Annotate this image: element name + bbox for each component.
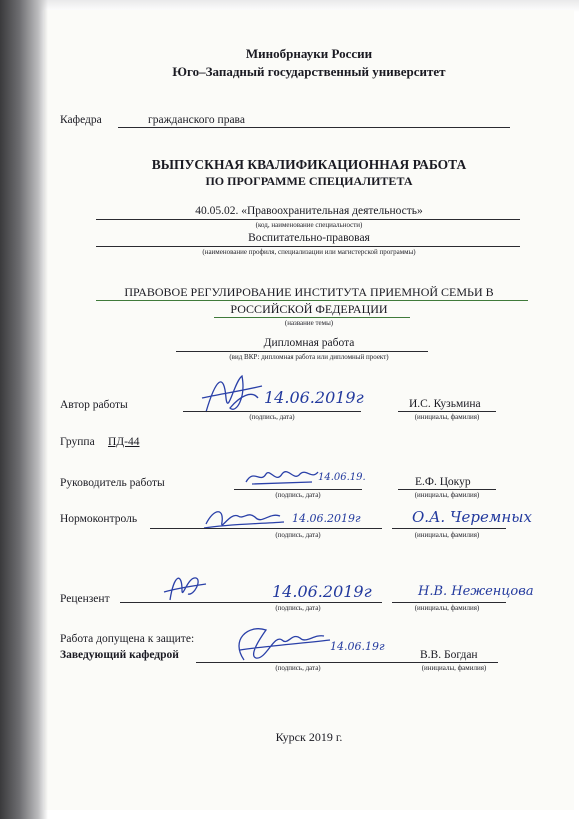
head-name: В.В. Богдан <box>420 649 478 661</box>
normcontrol-name-caption: (инициалы, фамилия) <box>414 531 480 539</box>
author-name-line <box>398 411 496 412</box>
author-name-caption: (инициалы, фамилия) <box>414 413 480 421</box>
head-sign-line <box>196 662 406 663</box>
supervisor-sign-caption: (подпись, дата) <box>275 491 321 499</box>
head-name-line <box>406 662 498 663</box>
university-name: Юго–Западный государственный университет <box>172 64 446 79</box>
normcontrol-name-line <box>392 528 506 529</box>
specialty-value: 40.05.02. «Правоохранительная деятельность» <box>195 205 423 217</box>
reviewer-name: Н.В. Неженцова <box>418 584 534 599</box>
supervisor-date: 14.06.19. <box>318 472 366 483</box>
author-sign-line <box>183 411 361 412</box>
author-name: И.С. Кузьмина <box>409 398 481 410</box>
department-label: Кафедра <box>60 114 102 126</box>
profile-value: Воспитательно-правовая <box>248 232 370 244</box>
profile-caption: (наименование профиля, специализации или магистерской программы) <box>202 248 416 256</box>
head-date: 14.06.19г <box>330 640 385 653</box>
supervisor-name: Е.Ф. Цокур <box>415 476 471 488</box>
admission-line1: Работа допущена к защите: <box>60 633 195 645</box>
reviewer-sign-caption: (подпись, дата) <box>275 604 321 612</box>
profile-underline <box>96 246 520 247</box>
theme-caption: (название темы) <box>284 319 334 327</box>
theme-line2: РОССИЙСКОЙ ФЕДЕРАЦИИ <box>230 302 388 316</box>
supervisor-name-caption: (инициалы, фамилия) <box>414 491 480 499</box>
head-of-department-label: Заведующий кафедрой <box>60 649 179 661</box>
department-underline <box>118 127 510 128</box>
author-date: 14.06.2019г <box>264 388 364 407</box>
author-sign-caption: (подпись, дата) <box>249 413 295 421</box>
head-sign-caption: (подпись, дата) <box>275 664 321 672</box>
normcontrol-label: Нормоконтроль <box>60 513 138 525</box>
supervisor-signature <box>242 462 322 492</box>
reviewer-date: 14.06.2019г <box>272 582 372 601</box>
normcontrol-name: О.А. Черемных <box>412 508 532 526</box>
scan-binding-shadow <box>0 0 48 819</box>
theme-underline1 <box>96 300 528 301</box>
supervisor-sign-line <box>234 489 362 490</box>
supervisor-label: Руководитель работы <box>60 477 165 489</box>
specialty-caption: (код, наименование специальности) <box>255 221 363 229</box>
work-type-value: Дипломная работа <box>263 337 355 349</box>
head-name-caption: (инициалы, фамилия) <box>421 664 487 672</box>
normcontrol-sign-caption: (подпись, дата) <box>275 531 321 539</box>
city-year: Курск 2019 г. <box>275 730 343 744</box>
work-type-underline <box>176 351 428 352</box>
reviewer-label: Рецензент <box>60 593 110 605</box>
reviewer-name-caption: (инициалы, фамилия) <box>414 604 480 612</box>
work-type-caption: (вид ВКР: дипломная работа или дипломный проект) <box>229 353 389 361</box>
group-label: Группа <box>60 436 95 448</box>
doc-title-line1: ВЫПУСКНАЯ КВАЛИФИКАЦИОННАЯ РАБОТА <box>151 157 467 172</box>
doc-title-line2: ПО ПРОГРАММЕ СПЕЦИАЛИТЕТА <box>205 174 413 188</box>
group-value: ПД-44 <box>108 436 140 448</box>
ministry-name: Минобрнауки России <box>245 46 373 61</box>
normcontrol-date: 14.06.2019г <box>292 512 361 525</box>
head-signature <box>226 620 336 666</box>
department-value: гражданского права <box>148 114 245 126</box>
theme-underline2 <box>214 317 410 318</box>
reviewer-name-line <box>392 602 506 603</box>
reviewer-sign-line <box>120 602 382 603</box>
author-label: Автор работы <box>60 399 128 411</box>
supervisor-name-line <box>398 489 496 490</box>
reviewer-signature <box>160 566 210 606</box>
specialty-underline <box>96 219 520 220</box>
theme-line1: ПРАВОВОЕ РЕГУЛИРОВАНИЕ ИНСТИТУТА ПРИЕМНОЙ СЕМЬИ В <box>124 285 494 299</box>
normcontrol-sign-line <box>150 528 382 529</box>
